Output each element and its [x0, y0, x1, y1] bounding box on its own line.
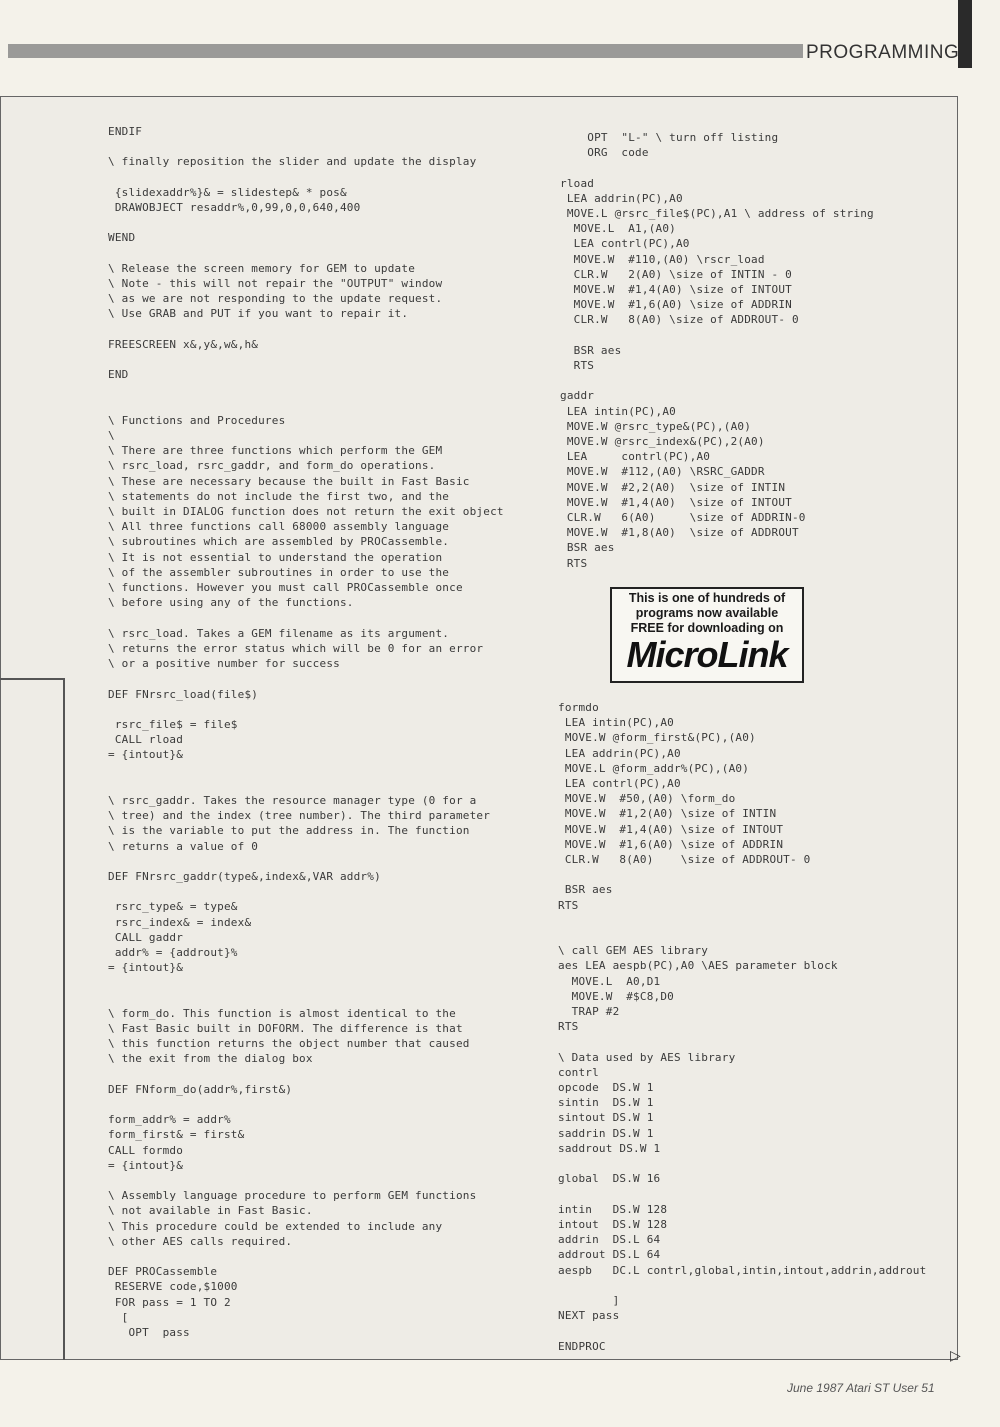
listing-right-column-top: OPT "L-" \ turn off listing ORG code rload LEA addrin(PC),A0 MOVE.L @rsrc_file$(PC),A1 \ address of string MOVE.L A1,(A0) LEA contrl(PC),A0 MOVE.W #110,(A0) \rscr_load CLR.W 2(A0) \size of INTIN - 0 MOVE.W #1,4(A0) \size of INTOUT MOVE.W #1,6(A0) \size of ADDRIN CLR.W 8(A0) \size of ADDROUT- 0 BSR aes RTS gaddr LEA intin(PC),A0 MOVE.W @rsrc_type&(PC),(A0) MOVE.W @rsrc_index&(PC),2(A0) LEA contrl(PC),A0 MOVE.W #112,(A0) \RSRC_GADDR MOVE.W #2,2(A0) \size of INTIN MOVE.W #1,4(A0) \size of INTOUT CLR.W 6(A0) \size of ADDRIN-0 MOVE.W #1,8(A0) \size of ADDROUT BSR aes RTS: [560, 131, 874, 570]
continue-arrow-icon: ▷: [950, 1347, 961, 1363]
ad-text: [612, 591, 802, 636]
page-footer: June 1987 Atari ST User 51: [787, 1381, 935, 1395]
microlink-logo: MicroLink: [626, 634, 788, 675]
microlink-ad: [610, 587, 804, 683]
ad-line-2: programs now available: [635, 606, 779, 620]
section-title: PROGRAMMING: [806, 42, 960, 63]
corner-tab: [958, 0, 972, 68]
ad-line-3: FREE for downloading on: [630, 621, 784, 635]
left-rule-vertical: [63, 678, 65, 1360]
left-rule: [0, 678, 64, 680]
ad-line-1: This is one of hundreds of: [628, 591, 786, 605]
listing-right-column-bottom: formdo LEA intin(PC),A0 MOVE.W @form_first&(PC),(A0) LEA addrin(PC),A0 MOVE.L @form_addr%(PC),(A0) LEA contrl(PC),A0 MOVE.W #50,(A0) \form_do MOVE.W #1,2(A0) \size of INTIN MOVE.W #1,4(A0) \size of INTOUT MOVE.W #1,6(A0) \size of ADDRIN CLR.W 8(A0) \size of ADDROUT- 0 BSR aes RTS \ call GEM AES library aes LEA aespb(PC),A0 \AES parameter block MOVE.L A0,D1 MOVE.W #$C8,D0 TRAP #2 RTS \ Data used by AES library contrl opcode DS.W 1 sintin DS.W 1 sintout DS.W 1 saddrin DS.W 1 saddrout DS.W 1 global DS.W 16 intin DS.W 128 intout DS.W 128 addrin DS.L 64 addrout DS.L 64 aespb DC.L contrl,global,intin,intout,addrin,addrout ] NEXT pass ENDPROC: [558, 701, 927, 1353]
listing-left-column: ENDIF \ finally reposition the slider and update the display {slidexaddr%}& = slidestep& * pos& DRAWOBJECT resaddr%,0,99,0,0,640,400 WEND \ Release the screen memory for GEM to update \ Note - this will not repair the "OUTPUT" window \ as we are not responding to the update request. \ Use GRAB and PUT if you want to repair it. FREESCREEN x&,y&,w&,h& END \ Functions and Procedures \ \ There are three functions which perform the GEM \ rsrc_load, rsrc_gaddr, and form_do operations. \ These are necessary because the built in Fast Basic \ statements do not include the first two, and the \ built in DIALOG function does not return the exit object \ All three functions call 68000 assembly language \ subroutines which are assembled by PROCassemble. \ It is not essential to understand the operation \ of the assembler subroutines in order to use the \ functions. However you must call PROCassemble once \ before using any of the functions. \ rsrc_load. Takes a GEM filename as its argument. \ returns the error status which will be 0 for an error \ or a positive number for success DEF FNrsrc_load(file$) rsrc_file$ = file$ CALL rload = {intout}& \ rsrc_gaddr. Takes the resource manager type (0 for a \ tree) and the index (tree number). The third parameter \ is the variable to put the address in. The function \ returns a value of 0 DEF FNrsrc_gaddr(type&,index&,VAR addr%) rsrc_type& = type& rsrc_index& = index& CALL gaddr addr% = {addrout}% = {intout}& \ form_do. This function is almost identical to the \ Fast Basic built in DOFORM. The difference is that \ this function returns the object number that caused \ the exit from the dialog box DEF FNform_do(addr%,first&) form_addr% = addr% form_first& = first& CALL formdo = {intout}& \ Assembly language procedure to perform GEM functions \ not available in Fast Basic. \ This procedure could be extended to include any \ other AES calls required. DEF PROCassemble RESERVE code,$1000 FOR pass = 1 TO 2 [ OPT pass: [108, 125, 504, 1340]
header-bar: [8, 44, 803, 58]
